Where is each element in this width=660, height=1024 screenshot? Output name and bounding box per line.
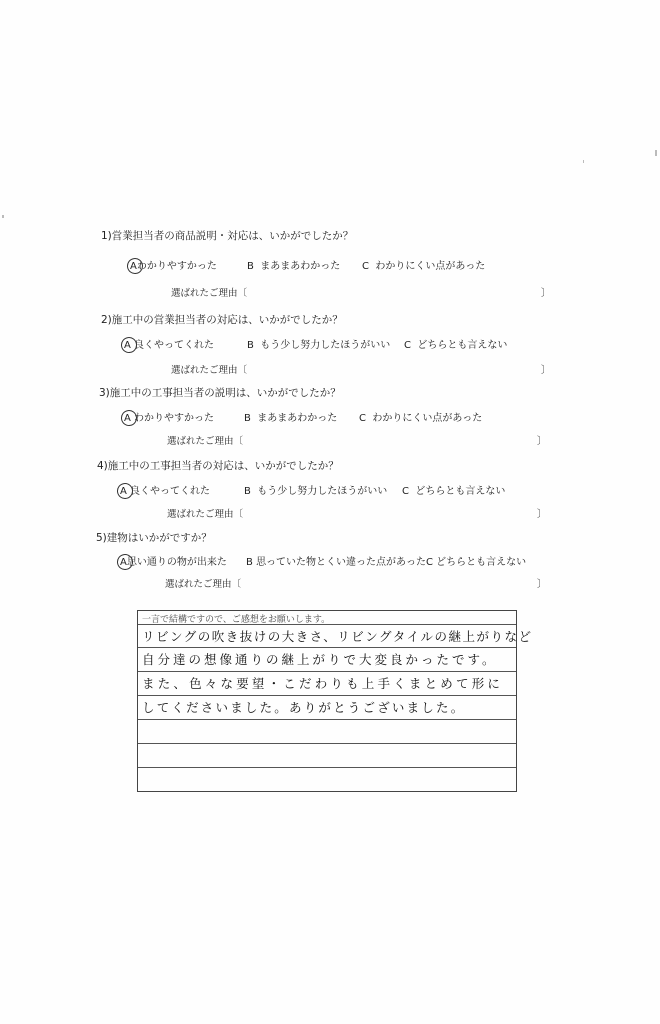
comment-line-4: してくださいました。ありがとうございました。 [142,700,466,715]
question-1-options [130,257,217,272]
scan-speck [583,160,584,163]
question-3-options [124,409,214,424]
question-4-option-a-circle[interactable]: A [120,486,127,497]
question-1-reason-close: 〕 [541,288,551,299]
question-5-options [120,553,227,568]
comment-rule [138,743,516,744]
question-1-option-c[interactable]: C わかりにくい点があった [362,261,486,272]
comment-line-1: リビングの吹き抜けの大きさ、リビングタイルの継上がりなど [142,629,533,644]
question-5-option-a-circle[interactable]: A [120,557,127,568]
question-2-option-a-label: 良くやってくれた [134,340,215,351]
scan-speck [2,215,4,218]
question-3-option-a-label: わかりやすかった [134,413,215,424]
question-4-option-c[interactable]: C どちらとも言えない [402,486,506,497]
comment-box-title: 一言で結構ですので、ご感想をお願いします。 [142,615,331,625]
question-1-option-b[interactable]: B まあまあわかった [247,261,341,272]
question-5-option-c[interactable]: C どちらとも言えない [426,557,527,568]
question-2-reason-label: 選ばれたご理由〔 [171,365,248,376]
question-1-title: 1)営業担当者の商品説明・対応は、いかがでしたか？ [101,230,354,242]
question-1-reason-label: 選ばれたご理由〔 [171,288,248,299]
question-4-title: 4)施工中の工事担当者の対応は、いかがでしたか？ [97,460,339,472]
scan-speck [655,150,657,156]
comment-box[interactable] [137,610,533,792]
question-5-reason-label: 選ばれたご理由〔 [165,579,242,590]
question-1-option-a-circle[interactable]: A [130,261,137,272]
question-2-option-c[interactable]: C どちらとも言えない [404,340,508,351]
question-3-option-c[interactable]: C わかりにくい点があった [359,413,483,424]
comment-rule [138,671,516,672]
question-3-option-a-circle[interactable]: A [124,413,131,424]
question-2-options [124,336,214,351]
comment-rule [138,695,516,696]
question-3-option-b[interactable]: B まあまあわかった [244,413,338,424]
question-4-options [120,482,210,497]
question-4-option-b[interactable]: B もう少し努力したほうがいい [244,486,388,497]
question-2-option-a-circle[interactable]: A [124,340,131,351]
question-2-title: 2)施工中の営業担当者の対応は、いかがでしたか？ [101,314,343,326]
comment-rule [138,647,516,648]
question-5-title: 5)建物はいかがですか？ [96,532,212,544]
question-2-option-b[interactable]: B もう少し努力したほうがいい [247,340,391,351]
question-4-reason-label: 選ばれたご理由〔 [167,509,244,520]
comment-rule [138,767,516,768]
question-5-option-b[interactable]: B 思っていた物とくい違った点があった [246,557,426,568]
question-3-title: 3)施工中の工事担当者の説明は、いかがでしたか？ [99,387,341,399]
question-4-reason-close: 〕 [537,509,547,520]
question-3-reason-close: 〕 [537,436,547,447]
question-4-option-a-label: 良くやってくれた [130,486,211,497]
comment-line-2: 自分達の想像通りの継上がりで大変良かったです。 [142,652,498,667]
comment-line-3: また、色々な要望・こだわりも上手くまとめて形に [142,676,504,691]
question-2-reason-close: 〕 [541,365,551,376]
question-5-option-a-label: 思い通りの物が出来た [126,557,227,568]
question-1-option-a-label: わかりやすかった [136,261,217,272]
question-5-reason-close: 〕 [537,579,547,590]
comment-rule [138,719,516,720]
question-3-reason-label: 選ばれたご理由〔 [167,436,244,447]
comment-rule [138,624,516,625]
